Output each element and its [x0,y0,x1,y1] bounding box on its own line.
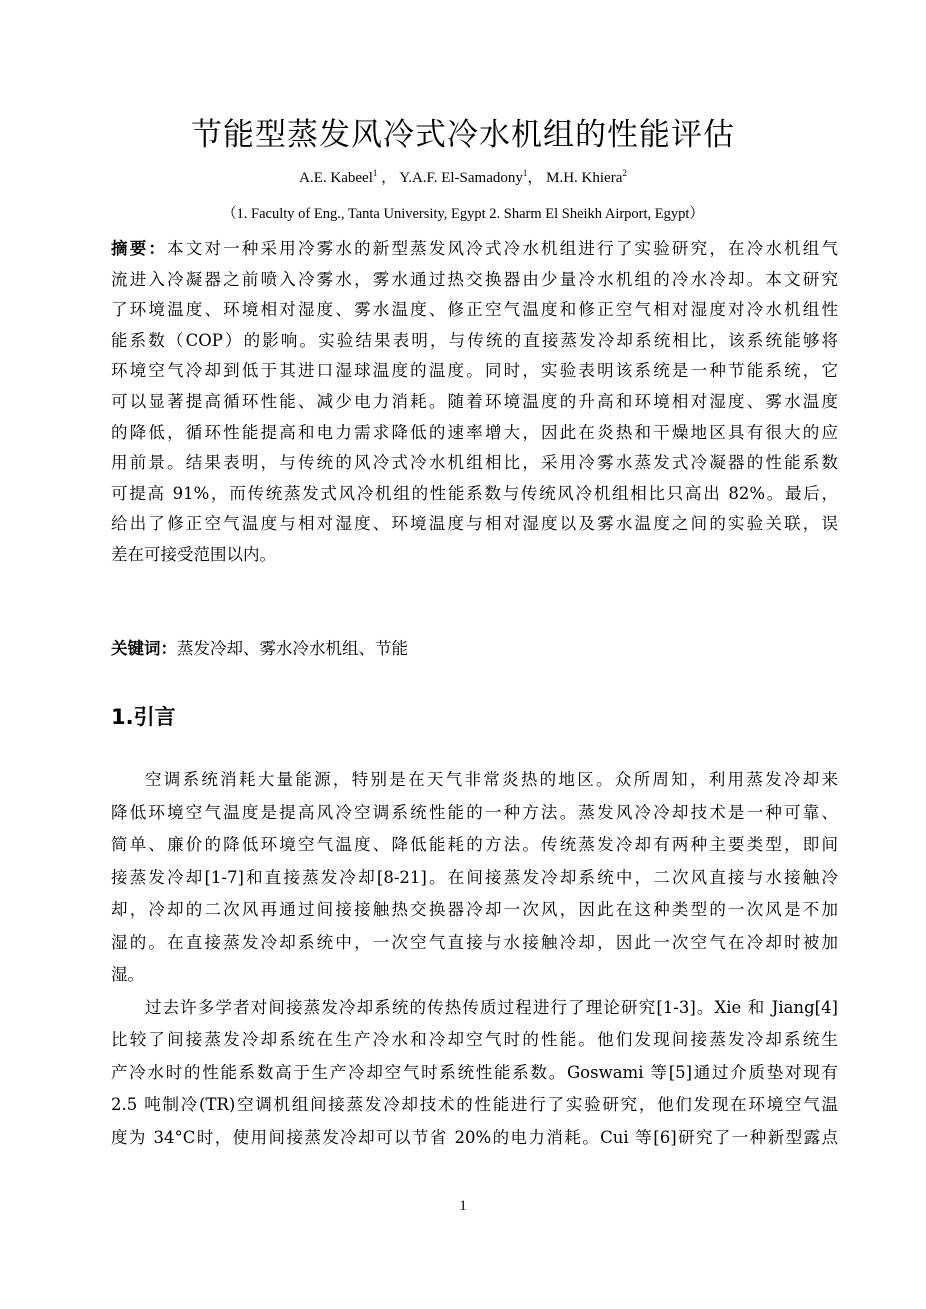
keywords-line [111,634,838,664]
body-text [111,764,838,1154]
section-heading: 1.引言 [111,705,176,729]
abstract-line: 了环境温度、环境相对湿度、雾水温度、修正空气温度和修正空气相对湿度对冷水机组性 [111,300,838,320]
author-name: Y.A.F. El-Samadony [399,170,523,186]
abstract-line: 用前景。结果表明，与传统的风冷式冷水机组相比，采用冷雾水蒸发式冷凝器的性能系数 [111,453,838,473]
body-line: 接蒸发冷却[1-7]和直接蒸发冷却[8-21]。在间接蒸发冷却系统中，二次风直接与水接触冷 [111,867,838,887]
body-line: 降低环境空气温度是提高风冷空调系统性能的一种方法。蒸发风冷冷却技术是一种可靠、 [111,802,838,822]
author-name: A.E. Kabeel [299,170,373,186]
author-affiliation-marker: 1 [522,168,528,178]
paper-title: 节能型蒸发风冷式冷水机组的性能评估 [191,117,735,153]
body-line: 湿的。在直接蒸发冷却系统中，一次空气直接与水接触冷却，因此一次空气在冷却时被加 [111,932,838,952]
abstract-line: 流进入冷凝器之前喷入冷雾水，雾水通过热交换器由少量冷水机组的冷水冷却。本文研究 [111,269,838,289]
body-line: 过去许多学者对间接蒸发冷却系统的传热传质过程进行了理论研究[1-3]。Xie 和 Jiang[4] [145,997,838,1017]
abstract-label: 摘要： [111,239,168,258]
body-line: 空调系统消耗大量能源，特别是在天气非常炎热的地区。众所周知，利用蒸发冷却来 [145,770,838,789]
affiliation-line: （1. Faculty of Eng., Tanta University, Egypt 2. Sharm El Sheikh Airport, Egypt） [222,206,704,222]
body-line: 2.5 吨制冷(TR)空调机组间接蒸发冷却技术的性能进行了实验研究，他们发现在环境空气温 [111,1095,838,1114]
keywords-text: 蒸发冷却、雾水冷水机组、节能 [177,639,408,658]
author-separator: ， [377,170,397,186]
abstract-line: 给出了修正空气温度与相对湿度、环境温度与相对湿度以及雾水温度之间的实验关联，误 [111,514,838,534]
body-line: 简单、廉价的降低环境空气温度、降低能耗的方法。传统蒸发冷却有两种主要类型，即间 [111,835,838,854]
author-list [0,168,926,188]
body-line: 产冷水时的性能系数高于生产冷却空气时系统性能系数。Goswami 等[5]通过介质垫对现有 [111,1062,838,1082]
abstract-line: 摘要：本文对一种采用冷雾水的新型蒸发风冷式冷水机组进行了实验研究，在冷水机组气 [111,239,839,258]
abstract-line: 的降低，循环性能提高和电力需求降低的速率增大，因此在炎热和干燥地区具有很大的应 [111,422,838,442]
abstract-line: 能系数（COP）的影响。实验结果表明，与传统的直接蒸发冷却系统相比，该系统能够将 [111,330,838,350]
page-number: 1 [459,1198,467,1214]
author-separator: ， [527,170,543,186]
abstract-line: 环境空气冷却到低于其进口湿球温度的温度。同时，实验表明该系统是一种节能系统，它 [111,361,838,381]
author-affiliation-marker: 1 [372,168,378,178]
keywords-label: 关键词： [111,639,177,658]
abstract-paragraph [111,234,838,571]
abstract-line: 可提高 91%，而传统蒸发式风冷机组的性能系数与传统风冷机组相比只高出 82%。最后， [111,483,838,503]
body-line: 湿。 [111,965,144,984]
author-affiliation-marker: 2 [622,168,627,178]
abstract-line: 可以显著提高循环性能、减少电力消耗。随着环境温度的升高和环境相对湿度、雾水温度 [111,391,838,411]
body-line: 却，冷却的二次风再通过间接接触热交换器冷却一次风，因此在这种类型的一次风是不加 [111,900,838,919]
body-line: 度为 34°C时，使用间接蒸发冷却可以节省 20%的电力消耗。Cui 等[6]研究了一种新型露点 [111,1127,838,1147]
abstract-line: 差在可接受范围以内。 [111,544,276,564]
body-line: 比较了间接蒸发冷却系统在生产冷水和冷却空气时的性能。他们发现间接蒸发冷却系统生 [111,1030,838,1049]
author-name: M.H. Khiera [546,170,623,186]
